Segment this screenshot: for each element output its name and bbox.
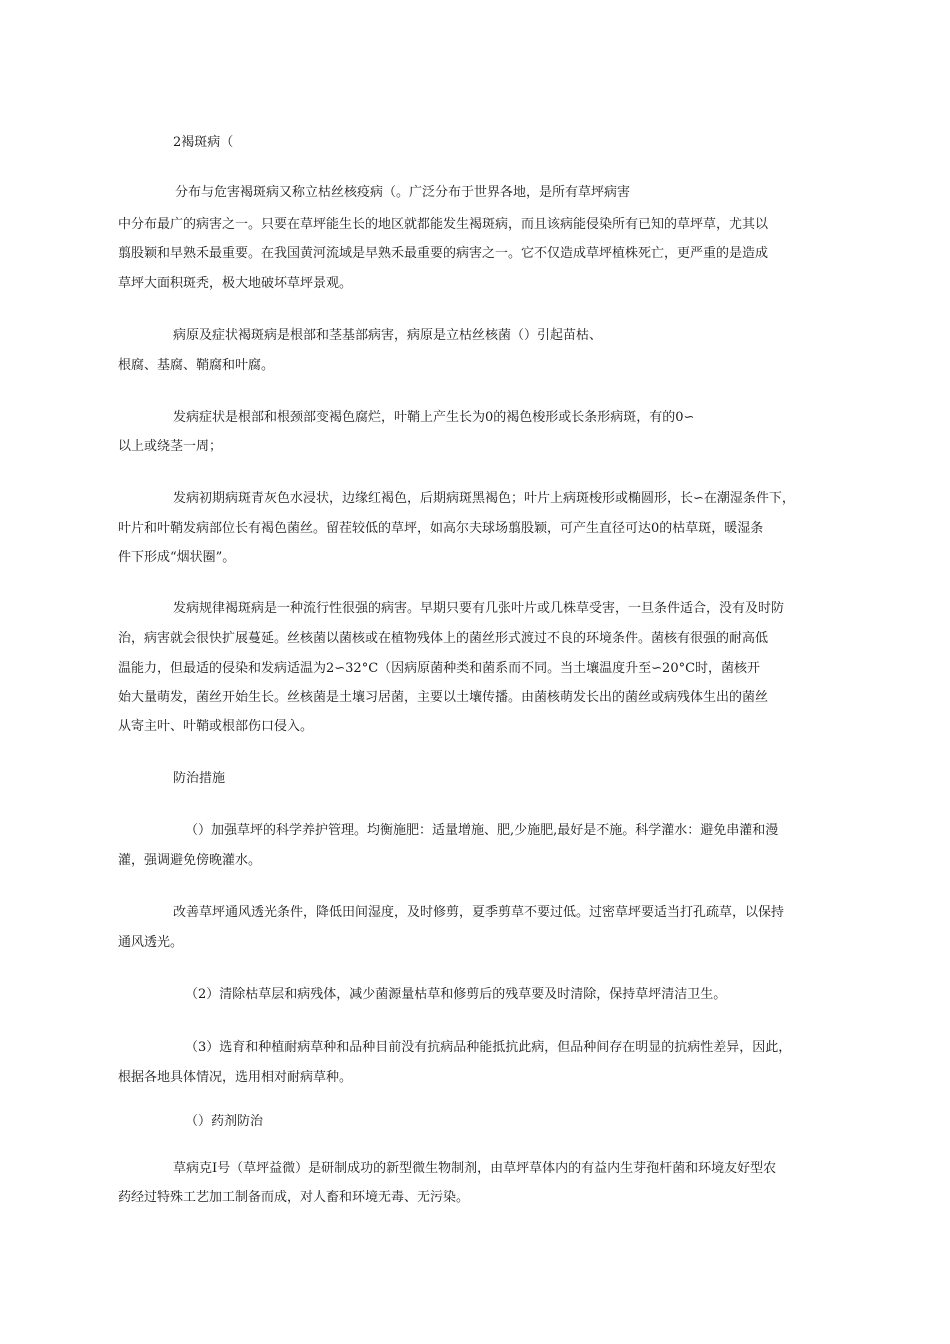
paragraph-line: 改善草坪通风透光条件，降低田间湿度，及时修剪，夏季剪草不要过低。过密草坪要适当打孔疏草，以保持 [173,905,785,920]
paragraph-line: 草病克Ⅰ号（草坪益微）是研制成功的新型微生物制剂，由草坪草体内的有益内生芽孢杆菌和环境友好型农 [173,1161,777,1176]
paragraph-line: 根据各地具体情况，选用相对耐病草种。 [118,1070,353,1085]
paragraph-line: 分布与危害褐斑病又称立枯丝核疫病（。广泛分布于世界各地，是所有草坪病害 [175,185,631,200]
paragraph-line: 治，病害就会很快扩展蔓延。丝核菌以菌核或在植物残体上的菌丝形式渡过不良的环境条件。菌核有很强的耐高低 [118,631,769,646]
paragraph-line: （3）选育和种植耐病草种和品种目前没有抗病品种能抵抗此病，但品种间存在明显的抗病性差异，因此， [185,1040,792,1055]
paragraph-line: 草坪大面积斑秃，极大地破坏草坪景观。 [118,276,353,291]
paragraph-line: 中分布最广的病害之一。只要在草坪能生长的地区就都能发生褐斑病，而且该病能侵染所有已知的草坪草，尤其以 [118,217,769,232]
paragraph-line: （）加强草坪的科学养护管理。均衡施肥：适量增施、肥,少施肥,最好是不施。科学灌水：避免串灌和漫 [185,823,779,838]
subheading: （）药剂防治 [185,1114,264,1129]
paragraph-line: 发病初期病斑青灰色水浸状，边缘红褐色，后期病斑黑褐色；叶片上病斑梭形或椭圆形，长∽在潮湿条件下， [173,491,795,506]
paragraph-line: 翦股颖和早熟禾最重要。在我国黄河流域是早熟禾最重要的病害之一。它不仅造成草坪植株死亡，更严重的是造成 [118,246,769,261]
paragraph-line: 通风透光。 [118,935,184,950]
paragraph-line: 从寄主叶、叶鞘或根部伤口侵入。 [118,719,314,734]
paragraph-line: 件下形成“烟状圈”。 [118,550,236,565]
subheading: 防治措施 [173,771,226,786]
paragraph-line: 灌，强调避免傍晚灌水。 [118,853,262,868]
paragraph-line: 以上或绕茎一周； [118,439,223,454]
paragraph-line: 温能力，但最适的侵染和发病适温为2∽32°C（因病原菌种类和菌系而不同。当土壤温度升至∽20°C时，菌核开 [118,661,761,676]
paragraph-line: （2）清除枯草层和病残体，减少菌源量枯草和修剪后的残草要及时清除，保持草坪清洁卫生。 [185,987,727,1002]
paragraph-line: 病原及症状褐斑病是根部和茎基部病害，病原是立枯丝核菌（）引起苗枯、 [173,328,603,343]
section-heading: 2褐斑病（ [173,135,234,150]
paragraph-line: 药经过特殊工艺加工制备而成，对人畜和环境无毒、无污染。 [118,1190,470,1205]
paragraph-line: 发病规律褐斑病是一种流行性很强的病害。早期只要有几张叶片或几株草受害，一旦条件适合，没有及时防 [173,601,785,616]
paragraph-line: 叶片和叶鞘发病部位长有褐色菌丝。留茬较低的草坪，如高尔夫球场翦股颖，可产生直径可达0的枯草斑，暖湿条 [118,521,764,536]
paragraph-line: 发病症状是根部和根颈部变褐色腐烂，叶鞘上产生长为0的褐色梭形或长条形病斑，有的0∽ [173,410,695,425]
paragraph-line: 根腐、基腐、鞘腐和叶腐。 [118,358,275,373]
paragraph-line: 始大量萌发，菌丝开始生长。丝核菌是土壤习居菌，主要以土壤传播。由菌核萌发长出的菌丝或病残体生出的菌丝 [118,690,769,705]
